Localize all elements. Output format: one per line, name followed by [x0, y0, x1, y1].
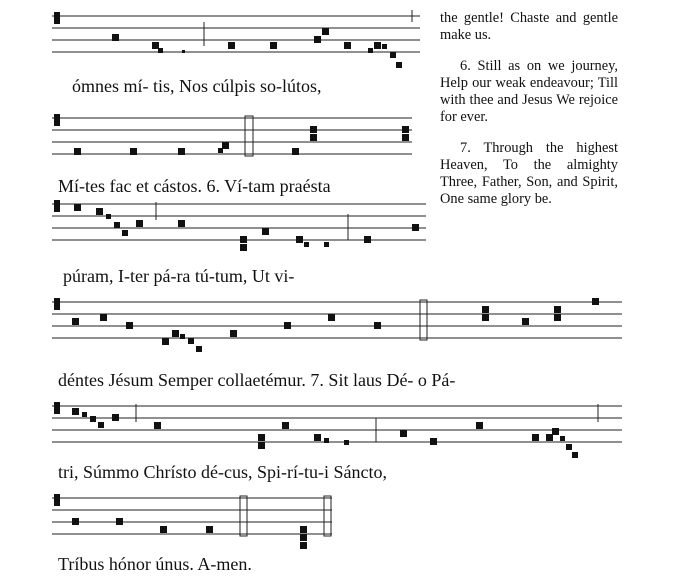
chant-staff-6 — [52, 490, 342, 556]
staff-3-notation — [52, 196, 432, 262]
chant-staff-5 — [52, 398, 632, 468]
staff-1-notation — [52, 8, 432, 74]
translation-verse-7: 7. Through the highest Heaven, To the almighty Three, Father, Son, and Spirit, One same glory be. — [440, 140, 618, 207]
lyric-line-4: déntes Jésum Semper collaetémur. 7. Sit laus Dé- o Pá- — [58, 370, 456, 390]
staff-5-notation — [52, 398, 632, 468]
chant-staff-1 — [52, 8, 432, 74]
chant-staff-4 — [52, 294, 632, 364]
chant-staff-3 — [52, 196, 432, 262]
staff-4-notation — [52, 294, 632, 364]
chant-staff-2 — [52, 110, 422, 166]
translation-verse-6: 6. Still as on we journey, Help our weak endeavour; Till with thee and Jesus We rejoice for ever. — [440, 58, 618, 125]
lyric-line-1: ómnes mí- tis, Nos cúlpis so-lútos, — [72, 76, 322, 96]
lyric-line-3: púram, I-ter pá-ra tú-tum, Ut vi- — [63, 266, 295, 286]
translation-verse-5-end: the gentle! Chaste and gentle make us. — [440, 10, 618, 43]
staff-6-notation — [52, 490, 342, 556]
staff-2-notation — [52, 110, 422, 166]
lyric-line-2: Mí-tes fac et cástos. 6. Ví-tam praésta — [58, 176, 331, 196]
lyric-line-5: tri, Súmmo Chrísto dé-cus, Spi-rí-tu-i Sáncto, — [58, 462, 387, 482]
lyric-line-6: Tríbus hónor únus. A-men. — [58, 554, 252, 574]
translation-column — [440, 10, 618, 222]
